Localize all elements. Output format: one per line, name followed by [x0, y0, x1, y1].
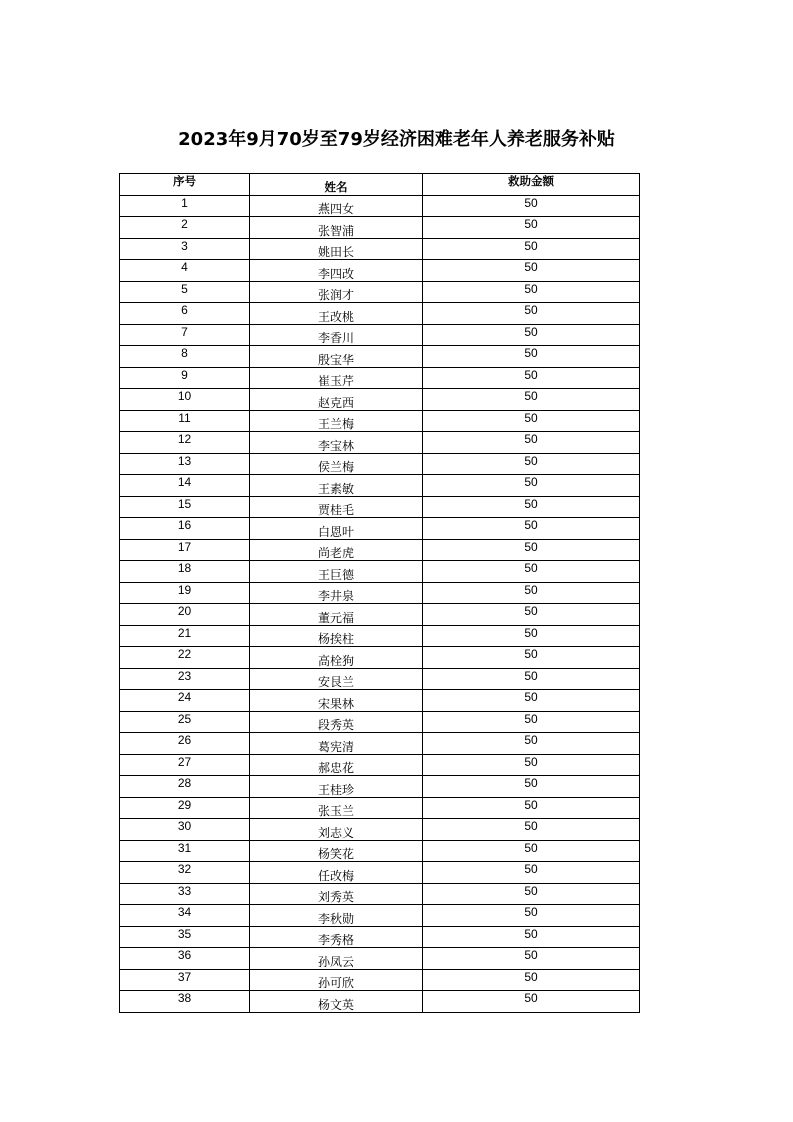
row-name-cell: 董元福 — [250, 604, 423, 626]
table-row — [120, 217, 640, 239]
table-row — [120, 604, 640, 626]
table-row — [120, 797, 640, 819]
row-name-cell: 张玉兰 — [250, 797, 423, 819]
table-row — [120, 389, 640, 411]
table-row — [120, 733, 640, 755]
row-name-cell: 姚田长 — [250, 238, 423, 260]
row-amount-cell: 50 — [423, 475, 640, 497]
row-name-cell: 燕四女 — [250, 195, 423, 217]
row-name-cell: 王素敏 — [250, 475, 423, 497]
table-row — [120, 238, 640, 260]
row-amount-cell: 50 — [423, 733, 640, 755]
row-name-cell: 李香川 — [250, 324, 423, 346]
table-row — [120, 410, 640, 432]
table-row — [120, 668, 640, 690]
table-row — [120, 346, 640, 368]
row-index-cell: 24 — [120, 690, 250, 712]
row-amount-cell: 50 — [423, 969, 640, 991]
table-row — [120, 647, 640, 669]
table-row — [120, 367, 640, 389]
row-amount-cell: 50 — [423, 410, 640, 432]
row-amount-cell: 50 — [423, 582, 640, 604]
row-index-cell: 32 — [120, 862, 250, 884]
row-amount-cell: 50 — [423, 389, 640, 411]
row-amount-cell: 50 — [423, 754, 640, 776]
row-amount-cell: 50 — [423, 539, 640, 561]
row-amount-cell: 50 — [423, 324, 640, 346]
row-name-cell: 刘秀英 — [250, 883, 423, 905]
row-amount-cell: 50 — [423, 991, 640, 1013]
row-index-cell: 6 — [120, 303, 250, 325]
row-amount-cell: 50 — [423, 819, 640, 841]
row-amount-cell: 50 — [423, 926, 640, 948]
row-amount-cell: 50 — [423, 625, 640, 647]
row-index-cell: 8 — [120, 346, 250, 368]
row-index-cell: 25 — [120, 711, 250, 733]
row-amount-cell: 50 — [423, 797, 640, 819]
table-row — [120, 281, 640, 303]
row-amount-cell: 50 — [423, 948, 640, 970]
row-name-cell: 杨文英 — [250, 991, 423, 1013]
table-row — [120, 905, 640, 927]
table-row — [120, 711, 640, 733]
table-row — [120, 926, 640, 948]
row-name-cell: 赵克西 — [250, 389, 423, 411]
row-name-cell: 段秀英 — [250, 711, 423, 733]
table-row — [120, 969, 640, 991]
row-amount-cell: 50 — [423, 905, 640, 927]
row-index-cell: 2 — [120, 217, 250, 239]
row-index-cell: 36 — [120, 948, 250, 970]
table-body — [120, 195, 640, 1012]
row-index-cell: 14 — [120, 475, 250, 497]
row-index-cell: 28 — [120, 776, 250, 798]
table-row — [120, 840, 640, 862]
row-name-cell: 孙凤云 — [250, 948, 423, 970]
row-index-cell: 7 — [120, 324, 250, 346]
table-row — [120, 303, 640, 325]
table-row — [120, 625, 640, 647]
row-amount-cell: 50 — [423, 217, 640, 239]
row-index-cell: 12 — [120, 432, 250, 454]
row-index-cell: 20 — [120, 604, 250, 626]
row-index-cell: 16 — [120, 518, 250, 540]
table-row — [120, 496, 640, 518]
row-index-cell: 13 — [120, 453, 250, 475]
row-index-cell: 30 — [120, 819, 250, 841]
row-index-cell: 22 — [120, 647, 250, 669]
table-row — [120, 862, 640, 884]
row-amount-cell: 50 — [423, 367, 640, 389]
row-index-cell: 17 — [120, 539, 250, 561]
row-name-cell: 李四改 — [250, 260, 423, 282]
row-name-cell: 王兰梅 — [250, 410, 423, 432]
row-name-cell: 崔玉芹 — [250, 367, 423, 389]
row-amount-cell: 50 — [423, 453, 640, 475]
row-name-cell: 张润才 — [250, 281, 423, 303]
table-row — [120, 991, 640, 1013]
row-name-cell: 张智浦 — [250, 217, 423, 239]
row-name-cell: 李井泉 — [250, 582, 423, 604]
row-name-cell: 王桂珍 — [250, 776, 423, 798]
row-index-cell: 26 — [120, 733, 250, 755]
row-index-cell: 34 — [120, 905, 250, 927]
table-header — [120, 174, 640, 196]
row-name-cell: 白恩叶 — [250, 518, 423, 540]
row-index-cell: 19 — [120, 582, 250, 604]
row-name-cell: 贾桂毛 — [250, 496, 423, 518]
row-amount-cell: 50 — [423, 862, 640, 884]
table-row — [120, 948, 640, 970]
row-index-cell: 29 — [120, 797, 250, 819]
table-row — [120, 195, 640, 217]
row-amount-cell: 50 — [423, 690, 640, 712]
row-amount-cell: 50 — [423, 281, 640, 303]
row-amount-cell: 50 — [423, 496, 640, 518]
row-amount-cell: 50 — [423, 238, 640, 260]
row-name-cell: 任改梅 — [250, 862, 423, 884]
row-index-cell: 3 — [120, 238, 250, 260]
table-row — [120, 819, 640, 841]
row-name-cell: 安艮兰 — [250, 668, 423, 690]
row-name-cell: 高栓狗 — [250, 647, 423, 669]
table-row — [120, 690, 640, 712]
row-amount-cell: 50 — [423, 776, 640, 798]
row-index-cell: 27 — [120, 754, 250, 776]
row-name-cell: 李秀格 — [250, 926, 423, 948]
row-amount-cell: 50 — [423, 840, 640, 862]
row-index-cell: 4 — [120, 260, 250, 282]
row-name-cell: 葛宪清 — [250, 733, 423, 755]
row-name-cell: 郝忠花 — [250, 754, 423, 776]
row-name-cell: 孙可欣 — [250, 969, 423, 991]
row-name-cell: 王改桃 — [250, 303, 423, 325]
row-index-cell: 5 — [120, 281, 250, 303]
table-row — [120, 883, 640, 905]
row-index-cell: 31 — [120, 840, 250, 862]
header-index: 序号 — [120, 174, 250, 196]
table-row — [120, 754, 640, 776]
row-name-cell: 殷宝华 — [250, 346, 423, 368]
row-index-cell: 23 — [120, 668, 250, 690]
table-row — [120, 518, 640, 540]
row-name-cell: 刘志义 — [250, 819, 423, 841]
header-amount: 救助金额 — [423, 174, 640, 196]
table-row — [120, 432, 640, 454]
subsidy-table — [119, 173, 640, 1013]
row-amount-cell: 50 — [423, 518, 640, 540]
table-row — [120, 324, 640, 346]
table-row — [120, 582, 640, 604]
row-index-cell: 37 — [120, 969, 250, 991]
row-name-cell: 李宝林 — [250, 432, 423, 454]
row-amount-cell: 50 — [423, 195, 640, 217]
row-amount-cell: 50 — [423, 432, 640, 454]
row-index-cell: 11 — [120, 410, 250, 432]
row-amount-cell: 50 — [423, 260, 640, 282]
row-index-cell: 18 — [120, 561, 250, 583]
header-name: 姓名 — [250, 174, 423, 196]
row-name-cell: 尚老虎 — [250, 539, 423, 561]
row-index-cell: 21 — [120, 625, 250, 647]
row-index-cell: 10 — [120, 389, 250, 411]
row-amount-cell: 50 — [423, 647, 640, 669]
row-index-cell: 9 — [120, 367, 250, 389]
row-amount-cell: 50 — [423, 668, 640, 690]
table-row — [120, 539, 640, 561]
row-index-cell: 33 — [120, 883, 250, 905]
row-index-cell: 15 — [120, 496, 250, 518]
table-row — [120, 475, 640, 497]
table-row — [120, 260, 640, 282]
row-name-cell: 李秋勋 — [250, 905, 423, 927]
row-amount-cell: 50 — [423, 883, 640, 905]
table-row — [120, 453, 640, 475]
row-index-cell: 35 — [120, 926, 250, 948]
row-index-cell: 38 — [120, 991, 250, 1013]
row-name-cell: 王巨德 — [250, 561, 423, 583]
table-row — [120, 561, 640, 583]
header-row — [120, 174, 640, 196]
row-amount-cell: 50 — [423, 561, 640, 583]
row-name-cell: 侯兰梅 — [250, 453, 423, 475]
row-amount-cell: 50 — [423, 346, 640, 368]
row-index-cell: 1 — [120, 195, 250, 217]
row-amount-cell: 50 — [423, 711, 640, 733]
row-name-cell: 杨笑花 — [250, 840, 423, 862]
table-row — [120, 776, 640, 798]
row-name-cell: 杨挨柱 — [250, 625, 423, 647]
document-title: 2023年9月70岁至79岁经济困难老年人养老服务补贴 — [178, 129, 615, 150]
row-name-cell: 宋果林 — [250, 690, 423, 712]
row-amount-cell: 50 — [423, 303, 640, 325]
row-amount-cell: 50 — [423, 604, 640, 626]
